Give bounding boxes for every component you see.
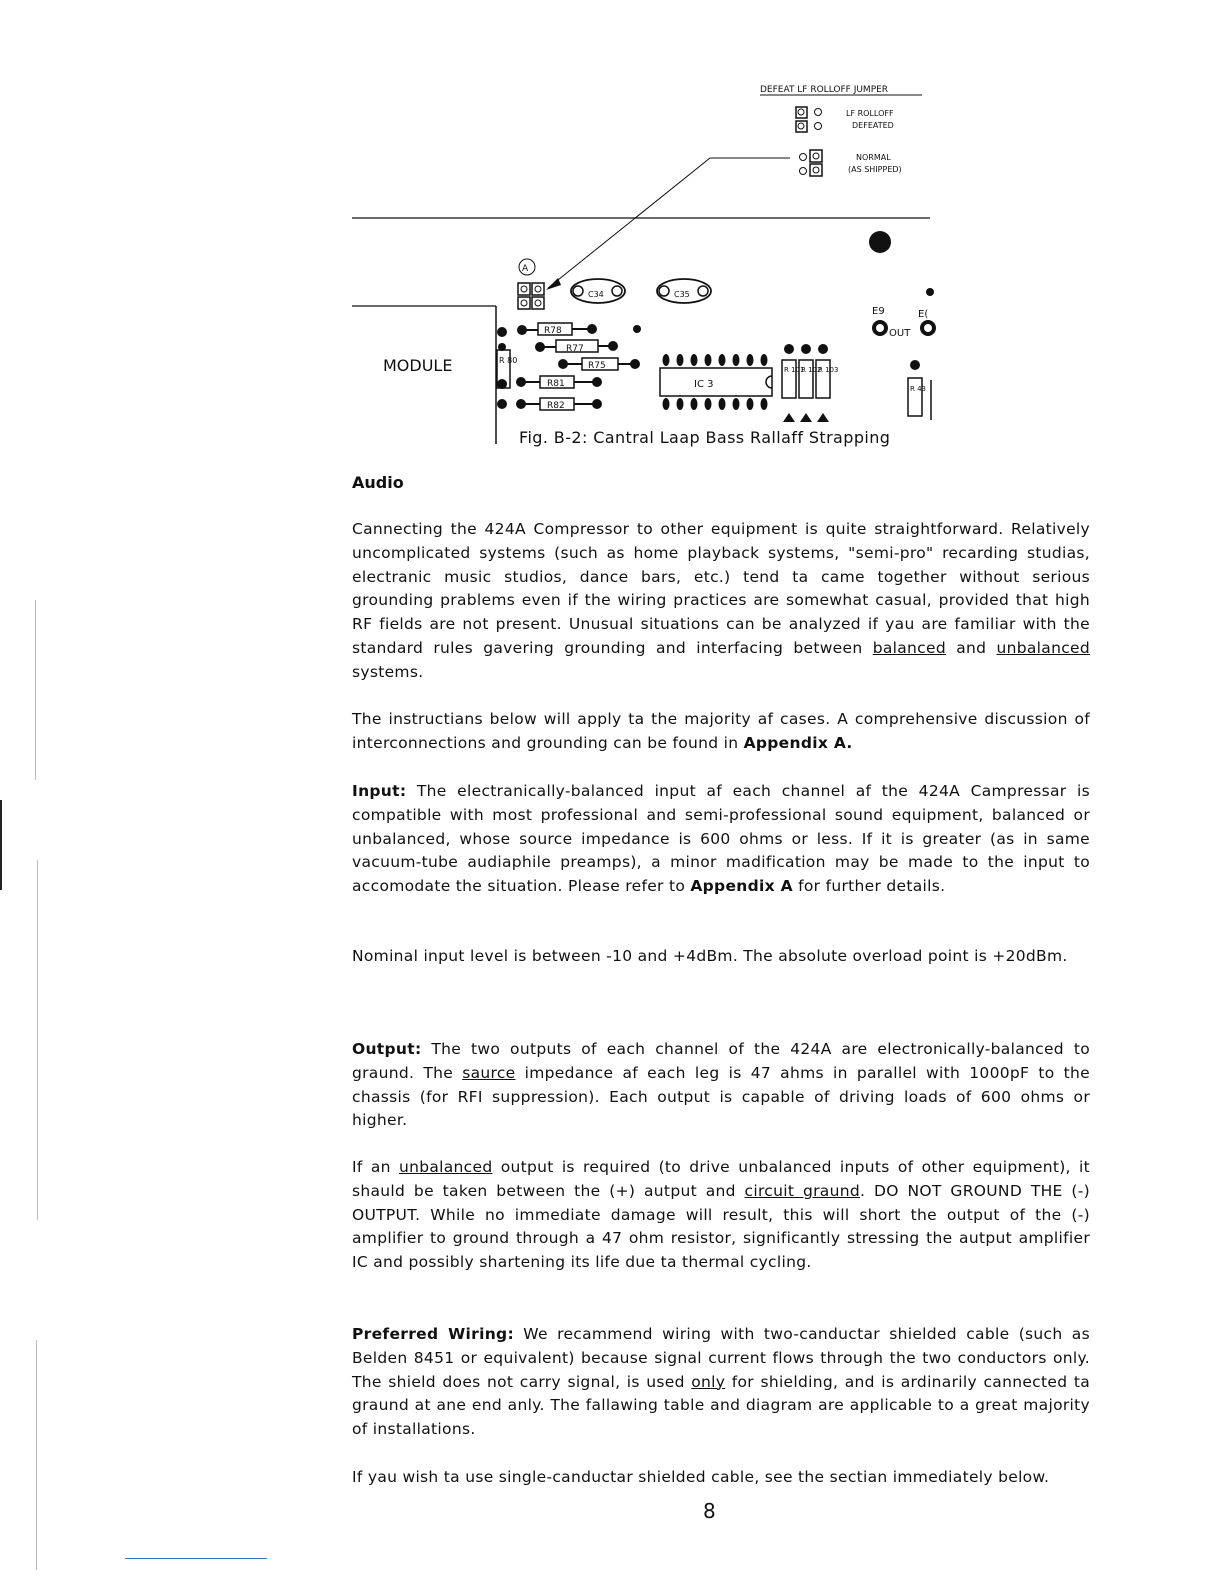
r75-label: R75	[588, 361, 606, 371]
paragraph-input: Input: The electranically-balanced input af each channel af the 424A Campressar is compatible with most professional and semi-professional sound equipment, balanced or unbalanced, whose source impedance is 600 ohms or less. If it is greater (as in same vacuum-tube audiaphile preamps), a minor madification may be made to the input to accomodate the situation. Please refer to Appendix A for further details.	[352, 782, 1090, 896]
r43-label: R 43	[910, 385, 926, 393]
lf-rolloff-defeated-label: DEFEATED	[852, 121, 894, 130]
paragraph-single-conductor: If yau wish ta use single-canductar shielded cable, see the sectian immediately below.	[352, 1468, 1050, 1486]
r80-label: R 80	[499, 356, 518, 365]
c34-label: C34	[588, 290, 604, 299]
paragraph-nominal-level: Nominal input level is between -10 and +4dBm. The absolute overload point is +20dBm.	[352, 947, 1068, 965]
jumper-pad	[810, 164, 822, 176]
e-partial-label: E(	[918, 309, 929, 320]
scan-artifact	[125, 1558, 267, 1559]
scan-artifact	[37, 860, 38, 1220]
jumper-title: DEFEAT LF ROLLOFF JUMPER	[760, 85, 889, 95]
r81-label: R81	[547, 379, 565, 389]
section-heading: Audio	[352, 473, 404, 492]
point-a-label: A	[522, 264, 529, 274]
c35-label: C35	[674, 290, 690, 299]
paragraph-preferred-wiring: Preferred Wiring: We recammend wiring with two-canductar shielded cable (such as Belden 8451 or equivalent) because signal current flows through the two conductors only. The shield does not carry signal, is used only for shielding, and is ardinarily cannected ta graund at ane end anly. The fallawing table and diagram are applicable to a great majority of installations.	[352, 1325, 1090, 1439]
figure-b2-diagram	[0, 0, 1224, 460]
r103-label: R 103	[818, 366, 839, 374]
r82-label: R82	[547, 401, 565, 411]
r101-label: R 101	[784, 366, 805, 374]
scan-artifact	[36, 1340, 37, 1570]
e9-label: E9	[872, 306, 885, 317]
paragraph-unbalanced-output: If an unbalanced output is required (to drive unbalanced inputs of other equipment), it shauld be taken between the (+) autput and circuit graund. DO NOT GROUND THE (-) OUTPUT. While no immediate damage will result, this will short the output of the (-) amplifier to ground through a 47 ohm resistor, significantly stressing the autput amplifier IC and possibly shartening its life due ta thermal cycling.	[352, 1158, 1090, 1272]
normal-label: NORMAL	[856, 153, 891, 162]
scan-artifact	[35, 600, 36, 780]
ic3-label: IC 3	[694, 379, 714, 390]
module-label: MODULE	[383, 356, 453, 375]
ic3-pins-bottom	[663, 398, 768, 410]
r78-label: R78	[544, 326, 562, 336]
jumper-pad	[518, 283, 530, 295]
ic3-pins-top	[663, 354, 768, 366]
jumper-pad	[810, 150, 822, 162]
paragraph-output: Output: The two outputs of each channel of the 424A are electronically-balanced to graund. The saurce impedance af each leg is 47 ahms in parallel with 1000pF to the chassis (for RFI suppression). Each output is capable of driving loads of 600 ohms or higher.	[352, 1040, 1091, 1130]
ic3-body	[660, 368, 772, 396]
lf-rolloff-label: LF ROLLOFF	[846, 109, 894, 118]
page-number: 8	[703, 1499, 716, 1523]
r102-label: R 102	[801, 366, 822, 374]
jumper-pad	[518, 297, 530, 309]
paragraph-intro: Cannecting the 424A Compressor to other equipment is quite straightforward. Relatively uncomplicated systems (such as home playback systems, "semi-pro" recarding studias, electranic music studios, dance bars, etc.) tend ta came together without serious grounding prablems even if the wiring practices are somewhat casual, provided that high RF fields are not present. Unusual situations can be analyzed if yau are familiar with the standard rules gavering grounding and interfacing between balanced and unbalanced systems.	[352, 520, 1090, 681]
as-shipped-label: (AS SHIPPED)	[848, 165, 902, 174]
out-label: OUT	[889, 328, 911, 339]
figure-caption: Fig. B-2: Cantral Laap Bass Rallaff Strapping	[519, 428, 891, 447]
r77-label: R77	[566, 344, 584, 354]
scan-artifact	[0, 800, 2, 890]
paragraph-instructions: The instructians below will apply ta the majority af cases. A comprehensive discussion of interconnections and grounding can be found in Appendix A.	[352, 710, 1090, 752]
